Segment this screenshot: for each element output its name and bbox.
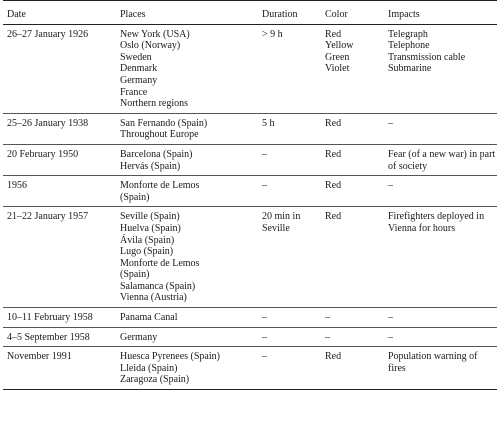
date-cell: 25–26 January 1938 — [3, 113, 116, 144]
impacts-cell — [384, 24, 497, 113]
place-item: Germany — [120, 331, 158, 343]
impact-item: – — [388, 331, 393, 343]
table-row — [3, 113, 497, 144]
duration-cell: – — [258, 327, 321, 347]
color-item: Red — [325, 148, 342, 160]
place-item: San Fernando (Spain) — [120, 117, 208, 129]
impact-item: – — [388, 180, 393, 192]
duration-cell: > 9 h — [258, 24, 321, 113]
color-cell — [321, 327, 384, 347]
places-cell — [116, 113, 258, 144]
color-item: Green — [325, 51, 350, 63]
place-item: Lleida (Spain) — [120, 362, 178, 374]
place-item: France — [120, 86, 148, 98]
place-item: Huesca Pyrenees (Spain) — [120, 351, 220, 363]
impacts-cell — [384, 308, 497, 328]
color-cell — [321, 144, 384, 175]
place-item: Panama Canal — [120, 312, 178, 324]
date-cell: 21–22 January 1957 — [3, 207, 116, 308]
color-cell — [321, 347, 384, 390]
place-item: (Spain) — [120, 191, 150, 203]
color-cell — [321, 176, 384, 207]
duration-cell — [258, 207, 321, 308]
impacts-cell — [384, 144, 497, 175]
color-item: – — [325, 312, 330, 324]
place-item: Germany — [120, 74, 158, 86]
impacts-cell — [384, 327, 497, 347]
places-cell — [116, 327, 258, 347]
date-cell: 26–27 January 1926 — [3, 24, 116, 113]
places-cell — [116, 308, 258, 328]
color-item: – — [325, 331, 330, 343]
place-item: Lugo (Spain) — [120, 246, 174, 258]
color-cell — [321, 207, 384, 308]
impacts-cell — [384, 176, 497, 207]
duration-cell: – — [258, 144, 321, 175]
table-row — [3, 327, 497, 347]
place-item: Hervás (Spain) — [120, 160, 181, 172]
duration-cell: – — [258, 176, 321, 207]
impacts-cell — [384, 347, 497, 390]
color-cell — [321, 308, 384, 328]
place-item: Zaragoza (Spain) — [120, 374, 190, 386]
column-header-places: Places — [116, 1, 258, 25]
duration-cell: – — [258, 347, 321, 390]
color-item: Yellow — [325, 40, 354, 52]
duration-text: 20 min in Seville — [262, 211, 301, 234]
impact-item: Fear (of a new war) in part of society — [388, 148, 496, 172]
impact-item: Telegraph — [388, 28, 428, 40]
impact-item: Transmission cable — [388, 51, 466, 63]
color-item: Red — [325, 351, 342, 363]
place-item: Salamanca (Spain) — [120, 280, 196, 292]
date-cell: 1956 — [3, 176, 116, 207]
color-item: Violet — [325, 63, 350, 75]
date-cell: 20 February 1950 — [3, 144, 116, 175]
impact-item: Submarine — [388, 63, 432, 75]
place-item: Huelva (Spain) — [120, 222, 181, 234]
place-item: Seville (Spain) — [120, 211, 180, 223]
table-header — [3, 1, 497, 25]
color-item: Red — [325, 28, 342, 40]
impact-item: – — [388, 117, 393, 129]
place-item: Denmark — [120, 63, 158, 75]
color-item: Red — [325, 211, 342, 223]
impact-item: Population warning of fires — [388, 351, 478, 374]
places-cell — [116, 347, 258, 390]
place-item: Oslo (Norway) — [120, 40, 181, 52]
place-item: Vienna (Austria) — [120, 292, 187, 304]
places-cell — [116, 144, 258, 175]
impact-item: Firefighters deployed in Vienna for hours — [388, 211, 485, 234]
place-item: Ávila (Spain) — [120, 234, 175, 246]
color-cell — [321, 24, 384, 113]
places-cell — [116, 24, 258, 113]
table-row — [3, 144, 497, 175]
place-item: Monforte de Lemos — [120, 180, 200, 192]
place-item: Barcelona (Spain) — [120, 148, 193, 160]
column-header-date: Date — [3, 1, 116, 25]
aurora-events-table — [3, 0, 497, 390]
place-item: New York (USA) — [120, 28, 190, 40]
date-cell: November 1991 — [3, 347, 116, 390]
date-cell: 4–5 September 1958 — [3, 327, 116, 347]
table-row — [3, 24, 497, 113]
place-item: Sweden — [120, 51, 152, 63]
place-item: Northern regions — [120, 98, 189, 110]
table-row — [3, 176, 497, 207]
place-item: Monforte de Lemos — [120, 257, 200, 269]
table-row — [3, 207, 497, 308]
places-cell — [116, 176, 258, 207]
table-row — [3, 347, 497, 390]
impact-item: Telephone — [388, 40, 430, 52]
table-body — [3, 24, 497, 389]
color-item: Red — [325, 180, 342, 192]
impacts-cell — [384, 207, 497, 308]
duration-cell: – — [258, 308, 321, 328]
column-header-impacts: Impacts — [384, 1, 497, 25]
place-item: Throughout Europe — [120, 129, 199, 141]
duration-cell: 5 h — [258, 113, 321, 144]
impact-item: – — [388, 312, 393, 324]
color-cell — [321, 113, 384, 144]
column-header-color: Color — [321, 1, 384, 25]
impacts-cell — [384, 113, 497, 144]
color-item: Red — [325, 117, 342, 129]
header-row — [3, 1, 497, 25]
places-cell — [116, 207, 258, 308]
table-row — [3, 308, 497, 328]
column-header-duration: Duration — [258, 1, 321, 25]
place-item: (Spain) — [120, 269, 150, 281]
date-cell: 10–11 February 1958 — [3, 308, 116, 328]
